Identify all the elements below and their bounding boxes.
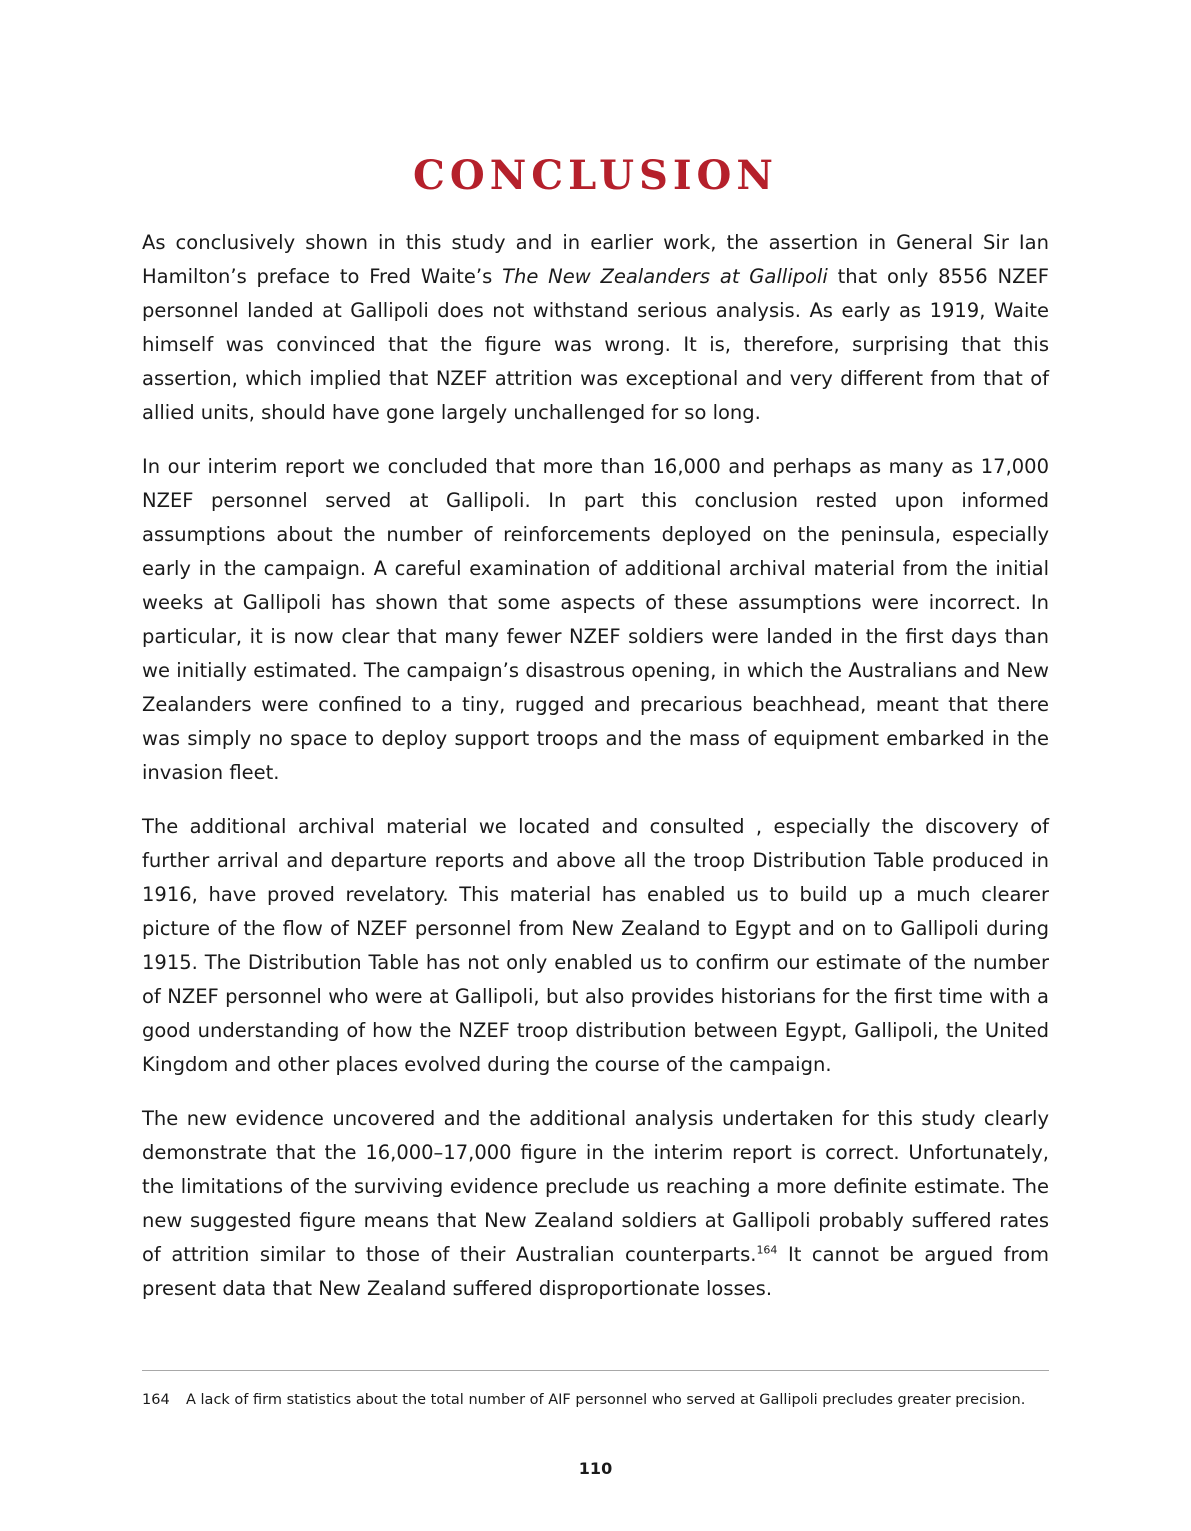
- footnote-text: A lack of firm statistics about the total number of AIF personnel who served at Gallipoli precludes greater precision.: [186, 1392, 1026, 1408]
- paragraph-4: [142, 1102, 1049, 1306]
- paragraph-1-part-b: that only 8556 NZEF personnel landed at Gallipoli does not withstand serious analysis. As early as 1919, Waite himself was convinced that the figure was wrong. It is, therefore, surprising that this assertion, which implied that NZEF attrition was exceptional and very different from that of allied units, should have gone largely unchallenged for so long.: [142, 265, 1050, 424]
- body-text: [142, 226, 1049, 1326]
- paragraph-4-part-a: The new evidence uncovered and the additional analysis undertaken for this study clearly demonstrate that the 16,000–17,000 figure in the interim report is correct. Unfortunately, the limitations of the surviving evidence preclude us reaching a more definite estimate. The new suggested figure means that New Zealand soldiers at Gallipoli probably suffered rates of attrition similar to those of their Australian counterparts.: [142, 1107, 1049, 1266]
- footnote-reference[interactable]: 164: [756, 1243, 778, 1257]
- footnote-divider: [142, 1370, 1049, 1371]
- paragraph-1-part-a: As conclusively shown in this study and in earlier work, the assertion in General Sir Ian Hamilton’s preface to Fred Waite’s: [142, 231, 1049, 288]
- paragraph-2: In our interim report we concluded that more than 16,000 and perhaps as many as 17,000 NZEF personnel served at Gallipoli. In part this conclusion rested upon informed assumptions about the number of reinforcements deployed on the peninsula, especially early in the campaign. A careful examination of additional archival material from the initial weeks at Gallipoli has shown that some aspects of these assumptions were incorrect. In particular, it is now clear that many fewer NZEF soldiers were landed in the first days than we initially estimated. The campaign’s disastrous opening, in which the Australians and New Zealanders were confined to a tiny, rugged and precarious beachhead, meant that there was simply no space to deploy support troops and the mass of equipment embarked in the invasion fleet.: [142, 455, 1049, 784]
- paragraph-1: [142, 226, 1049, 430]
- page-number: 110: [578, 1459, 613, 1478]
- page-title: CONCLUSION: [413, 152, 778, 199]
- footnote: [142, 1388, 1049, 1412]
- paragraph-4-part-b: It cannot be argued from present data that New Zealand suffered disproportionate losses.: [142, 1243, 1049, 1300]
- book-title: The New Zealanders at Gallipoli: [502, 265, 828, 288]
- paragraph-3: The additional archival material we located and consulted , especially the discovery of further arrival and departure reports and above all the troop Distribution Table produced in 1916, have proved revelatory. This material has enabled us to build up a much clearer picture of the flow of NZEF personnel from New Zealand to Egypt and on to Gallipoli during 1915. The Distribution Table has not only enabled us to confirm our estimate of the number of NZEF personnel who were at Gallipoli, but also provides historians for the first time with a good understanding of how the NZEF troop distribution between Egypt, Gallipoli, the United Kingdom and other places evolved during the course of the campaign.: [142, 815, 1049, 1076]
- footnote-number: 164: [142, 1392, 170, 1408]
